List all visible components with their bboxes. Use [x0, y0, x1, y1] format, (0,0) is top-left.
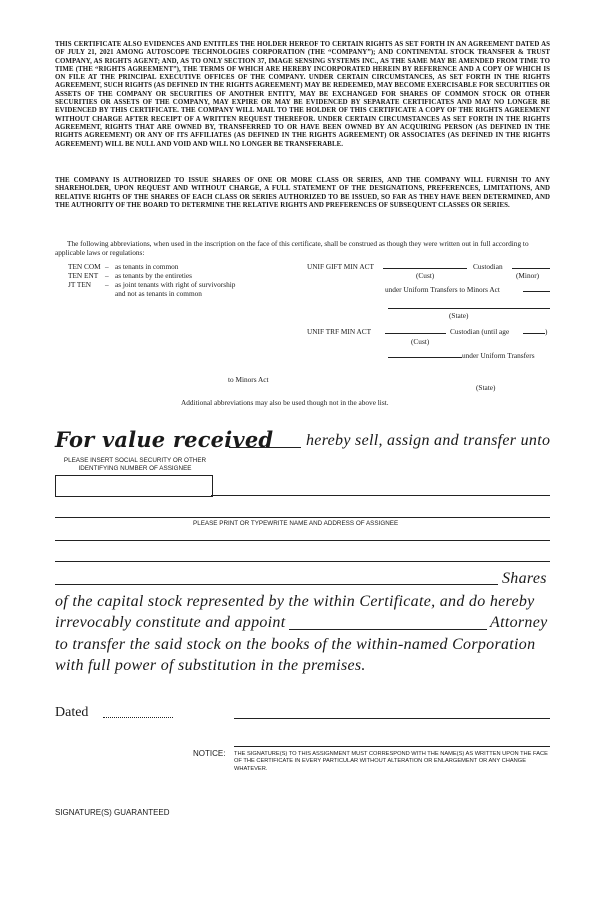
trf-close-paren: ): [545, 327, 548, 336]
abbr-jt-ten: JT TEN: [68, 280, 92, 289]
signature-line-1[interactable]: [234, 718, 550, 719]
value-received-line[interactable]: [229, 447, 301, 448]
abbr-ten-com-desc: as tenants in common: [115, 262, 179, 271]
gift-custodian-label: Custodian: [473, 262, 503, 271]
trf-custodian-until-label: Custodian (until age: [450, 327, 510, 336]
gift-minor-caption: (Minor): [516, 271, 540, 280]
share-classes-paragraph: THE COMPANY IS AUTHORIZED TO ISSUE SHARES OF ONE OR MORE CLASS OR SERIES, AND THE COMPANY WILL FURNISH TO ANY SHAREHOLDER, UPON REQUEST AND WITHOUT CHARGE, A FULL STATEMENT OF THE DESIGNATIONS, PREFERENCES, LIMITATIONS, AND RELATIVE RIGHTS OF THE SHARES OF EACH CLASS OR SERIES AUTHORIZED TO BE ISSUED, SO FAR AS THEY HAVE BEEN DETERMINED, AND THE AUTHORITY OF THE BOARD TO DETERMINE THE RELATIVE RIGHTS AND PREFERENCES OF SUBSEQUENT CLASSES OR SERIES.: [55, 177, 550, 209]
trf-cust-caption: (Cust): [411, 337, 430, 346]
abbr-ten-com: TEN COM: [68, 262, 101, 271]
abbr-dash: –: [105, 280, 109, 289]
unif-gift-min-act-label: UNIF GIFT MIN ACT: [307, 262, 374, 271]
date-line[interactable]: [103, 717, 173, 718]
rights-agreement-paragraph: THIS CERTIFICATE ALSO EVIDENCES AND ENTITLES THE HOLDER HEREOF TO CERTAIN RIGHTS AS SET FORTH IN AN AGREEMENT DATED AS OF JULY 21, 2021 AMONG AUTOSCOPE TECHNOLOGIES CORPORATION (THE “COMPANY”); AND CONTINENTAL STOCK TRANSFER & TRUST COMPANY, AS RIGHTS AGENT; AND, AS TO ONLY SECTION 37, IMAGE SENSING SYSTEMS INC., AS THE SAME MAY BE AMENDED FROM TIME TO TIME (THE “RIGHTS AGREEMENT”), THE TERMS OF WHICH ARE HEREBY INCORPORATED HEREIN BY REFERENCE AND A COPY OF WHICH IS ON FILE AT THE PRINCIPAL EXECUTIVE OFFICES OF THE COMPANY. UNDER CERTAIN CIRCUMSTANCES, AS SET FORTH IN THE RIGHTS AGREEMENT, SUCH RIGHTS (AS DEFINED IN THE RIGHTS AGREEMENT) MAY BE REDEEMED, MAY BECOME EXERCISABLE FOR SECURITIES OR ASSETS OF THE COMPANY OR SECURITIES OF ANOTHER ENTITY, MAY BE EXCHANGED FOR SHARES OF COMMON STOCK OR OTHER SECURITIES OR ASSETS OF THE COMPANY, MAY EXPIRE OR MAY BE EVIDENCED BY SEPARATE CERTIFICATES AND MAY NO LONGER BE EVIDENCED BY THIS CERTIFICATE. THE COMPANY WILL MAIL TO THE HOLDER OF THIS CERTIFICATE A COPY OF THE RIGHTS AGREEMENT WITHOUT CHARGE AFTER RECEIPT OF A WRITTEN REQUEST THEREFOR. UNDER CERTAIN CIRCUMSTANCES AS SET FORTH IN THE RIGHTS AGREEMENT, RIGHTS THAT ARE OWNED BY, TRANSFERRED TO OR HAVE BEEN OWNED BY AN ACQUIRING PERSON (AS DEFINED IN THE RIGHTS AGREEMENT) OR ANY OF ITS AFFILIATES (AS DEFINED IN THE RIGHTS AGREEMENT) OR ASSOCIATES (AS DEFINED IN THE RIGHTS AGREEMENT) WILL BE NULL AND VOID AND WILL NO LONGER BE TRANSFERABLE.: [55, 41, 550, 148]
abbr-ten-ent-desc: as tenants by the entireties: [115, 271, 192, 280]
notice-label: NOTICE:: [193, 749, 226, 758]
capital-stock-text: of the capital stock represented by the within Certificate, and do hereby: [55, 593, 535, 610]
trf-under-uniform-transfers: under Uniform Transfers: [462, 351, 535, 360]
gift-act-line: [523, 291, 550, 292]
abbr-jt-ten-desc: as joint tenants with right of survivorship: [115, 280, 236, 289]
assignee-line-2[interactable]: [55, 517, 550, 518]
gift-state-line: [388, 308, 550, 309]
abbreviations-footer-note: Additional abbreviations may also be used though not in the above list.: [181, 398, 389, 407]
shares-count-line[interactable]: [55, 584, 498, 585]
abbr-ten-ent: TEN ENT: [68, 271, 99, 280]
constitute-appoint-text: irrevocably constitute and appoint: [55, 614, 286, 631]
gift-cust-caption: (Cust): [416, 271, 435, 280]
abbr-jt-ten-desc2: and not as tenants in common: [115, 289, 202, 298]
substitution-text: with full power of substitution in the premises.: [55, 657, 366, 674]
attorney-name-line[interactable]: [289, 629, 487, 630]
transfer-stock-text: to transfer the said stock on the books of the within-named Corporation: [55, 636, 536, 653]
signatures-guaranteed-label: SIGNATURE(S) GUARANTEED: [55, 808, 170, 817]
ssn-label: PLEASE INSERT SOCIAL SECURITY OR OTHER IDENTIFYING NUMBER OF ASSIGNEE: [63, 457, 207, 472]
for-value-received-heading: For value received: [55, 427, 274, 452]
assignee-address-line-2[interactable]: [55, 561, 550, 562]
unif-trf-min-act-label: UNIF TRF MIN ACT: [307, 327, 372, 336]
signature-line-2[interactable]: [234, 746, 550, 747]
trf-minor-line: [388, 357, 462, 358]
gift-under-uniform: under Uniform Transfers to Minors Act: [385, 285, 500, 294]
sell-assign-transfer-text: hereby sell, assign and transfer unto: [306, 432, 551, 449]
dated-label: Dated: [55, 705, 89, 720]
ssn-input-box[interactable]: [55, 475, 213, 497]
gift-state-caption: (State): [449, 311, 469, 320]
abbreviations-intro: The following abbreviations, when used in the inscription on the face of this certificate, shall be construed as though they were written out in full according to applicable laws or regulations:: [55, 239, 529, 257]
gift-cust-line: [383, 268, 467, 269]
trf-to-minors-act: to Minors Act: [228, 375, 269, 384]
trf-cust-line: [385, 333, 446, 334]
assignee-address-line-1[interactable]: [55, 540, 550, 541]
abbr-dash: –: [105, 262, 109, 271]
shares-label: Shares: [502, 570, 547, 587]
gift-minor-line: [512, 268, 550, 269]
assignee-line-1[interactable]: [211, 495, 550, 496]
notice-text: THE SIGNATURE(S) TO THIS ASSIGNMENT MUST CORRESPOND WITH THE NAME(S) AS WRITTEN UPON THE FACE OF THE CERTIFICATE IN EVERY PARTICULAR WITHOUT ALTERATION OR ENLARGEMENT OR ANY CHANGE WHATEVER.: [234, 751, 548, 772]
name-address-label: PLEASE PRINT OR TYPEWRITE NAME AND ADDRESS OF ASSIGNEE: [193, 520, 399, 527]
trf-age-line: [523, 333, 545, 334]
attorney-label: Attorney: [490, 614, 548, 631]
trf-state-caption: (State): [476, 383, 496, 392]
abbr-dash: –: [105, 271, 109, 280]
